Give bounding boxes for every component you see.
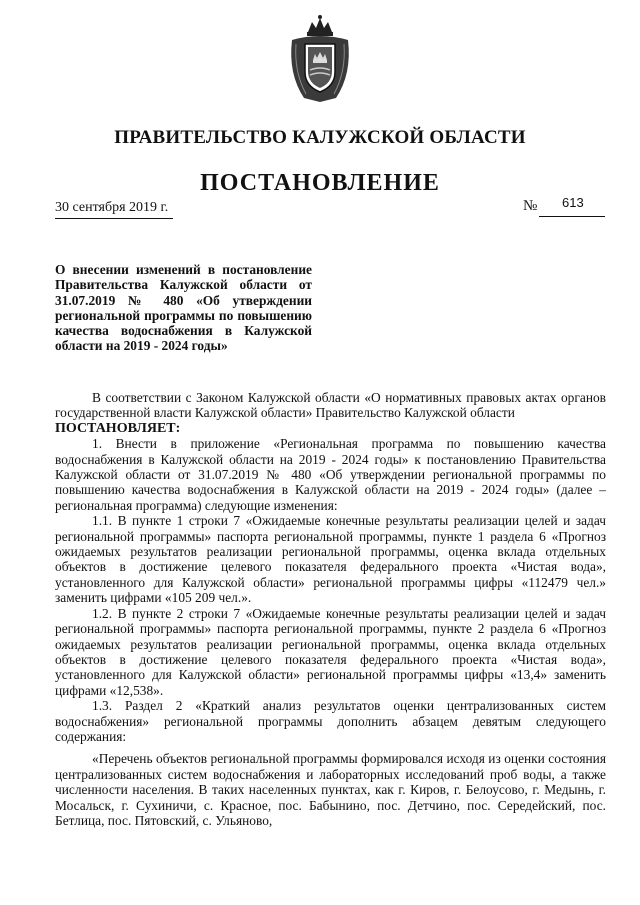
document-number-value: 613 — [562, 195, 584, 210]
decree-word: ПОСТАНОВЛЯЕТ: — [55, 420, 181, 436]
document-date: 30 сентября 2019 г. — [55, 200, 169, 215]
document-type-title: ПОСТАНОВЛЕНИЕ — [200, 170, 440, 196]
document-number-label: № — [523, 198, 538, 214]
document-body — [55, 390, 606, 828]
preamble-paragraph: В соответствии с Законом Калужской области «О нормативных правовых актах органов государственной власти Калужской области» Правительство Калужской области — [55, 390, 606, 421]
quoted-paragraph: «Перечень объектов региональной программы формировался исходя из оценки состояния централизованных систем водоснабжения и лабораторных исследований проб воды, а также численности населения. В таких населенных пунктах, как г. Киров, г. Белоусово, г. Медынь, г. Мосальск, г. Сухиничи, с. Красное, пос. Бабынино, пос. Детчино, пос. Середейский, пос. Бетлица, пос. Пятовский, с. Ульяново, — [55, 751, 606, 828]
coat-of-arms-icon — [286, 14, 354, 104]
document-subject: О внесении изменений в постановление Правительства Калужской области от 31.07.2019 № 480 «Об утверждении региональной программы по повышению качества водоснабжения в Калужской области на 2019 - 2024 годы» — [55, 262, 312, 354]
paragraph-1: 1. Внести в приложение «Региональная программа по повышению качества водоснабжения в Калужской области на 2019 - 2024 годы» к постановлению Правительства Калужской области от 31.07.2019 № 480 «Об утверждении региональной программы по повышению качества водоснабжения в Калужской области на 2019 - 2024 годы» (далее – региональная программа) следующие изменения: — [55, 436, 606, 513]
organization-title: ПРАВИТЕЛЬСТВО КАЛУЖСКОЙ ОБЛАСТИ — [114, 127, 526, 148]
date-underline — [55, 218, 173, 219]
number-underline — [539, 216, 605, 217]
paragraph-1-3: 1.3. Раздел 2 «Краткий анализ результатов оценки централизованных систем водоснабжения» региональной программы дополнить абзацем девятым следующего содержания: — [55, 698, 606, 744]
paragraph-1-1: 1.1. В пункте 1 строки 7 «Ожидаемые конечные результаты реализации целей и задач региональной программы» паспорта региональной программы, пункте 1 раздела 6 «Прогноз ожидаемых результатов реализации региональной программы, оценка вклада отдельных объектов в достижение целевого показателя федерального проекта «Чистая вода», установленного для Калужской области» региональной программы цифры «112479 чел.» заменить цифрами «105 209 чел.». — [55, 513, 606, 606]
paragraph-1-2: 1.2. В пункте 2 строки 7 «Ожидаемые конечные результаты реализации целей и задач региональной программы» паспорта региональной программы, пункте 2 раздела 6 «Прогноз ожидаемых результатов реализации региональной программы, оценка вклада отдельных объектов в достижение целевого показателя федерального проекта «Чистая вода», установленного для Калужской области» региональной программы цифры «13,4» заменить цифрами «12,538». — [55, 605, 606, 698]
